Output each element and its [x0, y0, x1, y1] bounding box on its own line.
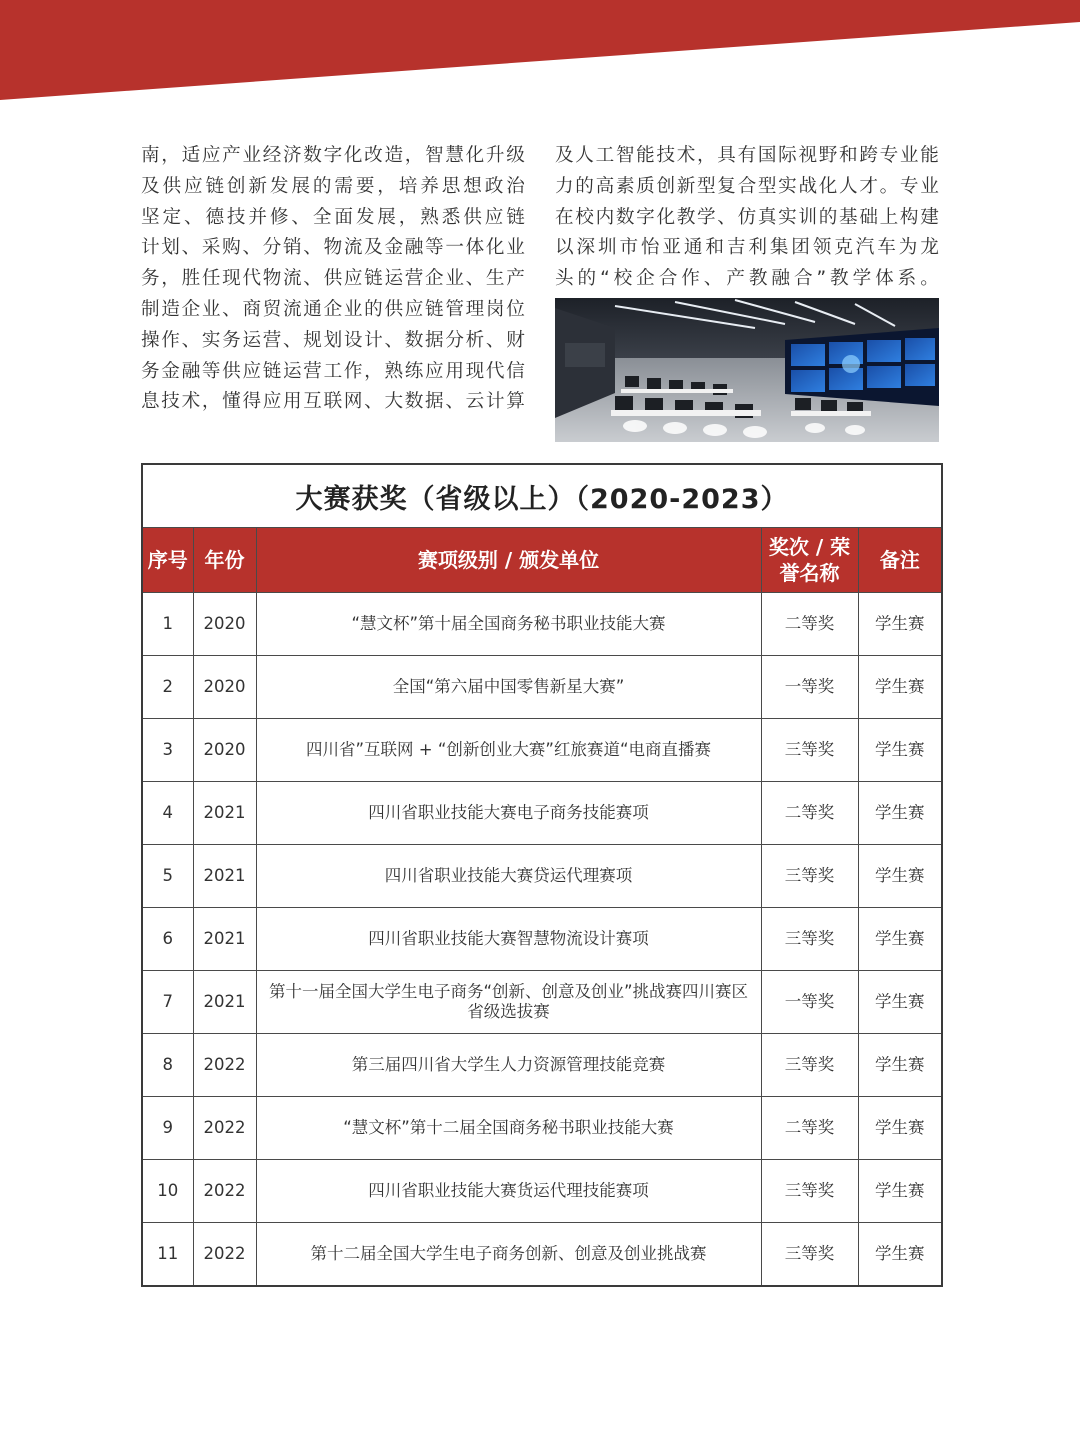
table-header-row	[142, 528, 942, 593]
header-event: 赛项级别 / 颁发单位	[256, 528, 761, 593]
cell-event: 全国“第六届中国零售新星大赛”	[256, 656, 761, 719]
cell-event: 四川省职业技能大赛贷运代理赛项	[256, 845, 761, 908]
training-lab-photo	[555, 298, 939, 442]
intro-line: 计划、采购、分销、物流及金融等一体化业	[141, 237, 525, 259]
cell-note: 学生赛	[858, 845, 942, 908]
cell-event: 四川省职业技能大赛电子商务技能赛项	[256, 782, 761, 845]
intro-text-right	[555, 141, 939, 295]
table-row	[142, 1034, 942, 1097]
intro-text-left	[141, 141, 525, 418]
intro-line: 制造企业、商贸流通企业的供应链管理岗位	[141, 298, 525, 320]
cell-note: 学生赛	[858, 971, 942, 1034]
cell-year: 2021	[193, 908, 256, 971]
awards-table	[141, 463, 943, 1287]
table-row	[142, 971, 942, 1034]
cell-award: 二等奖	[761, 1097, 858, 1160]
intro-line: 务，胜任现代物流、供应链运营企业、生产	[141, 268, 525, 290]
table-title: 大赛获奖（省级以上）（2020-2023）	[142, 464, 942, 528]
cell-event: 第十二届全国大学生电子商务创新、创意及创业挑战赛	[256, 1223, 761, 1287]
intro-line: 南，适应产业经济数字化改造，智慧化升级	[141, 145, 525, 166]
cell-note: 学生赛	[858, 1223, 942, 1287]
table-row	[142, 908, 942, 971]
cell-event: 四川省”互联网 + “创新创业大赛”红旅赛道“电商直播赛	[256, 719, 761, 782]
cell-year: 2021	[193, 971, 256, 1034]
table-row	[142, 656, 942, 719]
intro-line: 在校内数字化教学、仿真实训的基础上构建	[555, 206, 939, 228]
intro-line: 力的高素质创新型复合型实战化人才。专业	[555, 175, 939, 197]
cell-event: 第三届四川省大学生人力资源管理技能竞赛	[256, 1034, 761, 1097]
cell-no: 2	[142, 656, 193, 719]
cell-award: 一等奖	[761, 971, 858, 1034]
table-row	[142, 845, 942, 908]
intro-line: 坚定、德技并修、全面发展，熟悉供应链	[141, 206, 525, 228]
header-no: 序号	[142, 528, 193, 593]
table-row	[142, 719, 942, 782]
cell-no: 4	[142, 782, 193, 845]
intro-line: 务金融等供应链运营工作，熟练应用现代信	[141, 360, 525, 382]
cell-note: 学生赛	[858, 908, 942, 971]
cell-no: 9	[142, 1097, 193, 1160]
cell-no: 1	[142, 593, 193, 656]
header-award: 奖次 / 荣誉名称	[761, 528, 858, 593]
cell-event: “慧文杯”第十二届全国商务秘书职业技能大赛	[256, 1097, 761, 1160]
table-row	[142, 782, 942, 845]
cell-note: 学生赛	[858, 719, 942, 782]
cell-award: 二等奖	[761, 782, 858, 845]
cell-award: 一等奖	[761, 656, 858, 719]
cell-year: 2020	[193, 719, 256, 782]
cell-no: 8	[142, 1034, 193, 1097]
intro-line: 操作、实务运营、规划设计、数据分析、财	[141, 329, 525, 351]
intro-line: 及人工智能技术，具有国际视野和跨专业能	[555, 145, 939, 166]
cell-year: 2020	[193, 656, 256, 719]
table-row	[142, 1097, 942, 1160]
cell-note: 学生赛	[858, 593, 942, 656]
cell-award: 三等奖	[761, 1223, 858, 1287]
cell-award: 三等奖	[761, 1160, 858, 1223]
table-row	[142, 1223, 942, 1287]
cell-no: 11	[142, 1223, 193, 1287]
cell-note: 学生赛	[858, 1097, 942, 1160]
cell-award: 三等奖	[761, 908, 858, 971]
cell-award: 二等奖	[761, 593, 858, 656]
intro-line: 头的“校企合作、产教融合”教学体系。	[555, 268, 939, 290]
cell-year: 2022	[193, 1160, 256, 1223]
header-year: 年份	[193, 528, 256, 593]
table-row	[142, 1160, 942, 1223]
cell-no: 6	[142, 908, 193, 971]
cell-year: 2021	[193, 845, 256, 908]
header-note: 备注	[858, 528, 942, 593]
intro-line: 以深圳市怡亚通和吉利集团领克汽车为龙	[555, 237, 939, 259]
cell-year: 2022	[193, 1223, 256, 1287]
cell-award: 三等奖	[761, 845, 858, 908]
cell-note: 学生赛	[858, 782, 942, 845]
cell-note: 学生赛	[858, 656, 942, 719]
cell-year: 2022	[193, 1034, 256, 1097]
cell-year: 2021	[193, 782, 256, 845]
cell-no: 5	[142, 845, 193, 908]
cell-event: “慧文杯”第十届全国商务秘书职业技能大赛	[256, 593, 761, 656]
top-red-banner	[0, 0, 1080, 110]
cell-award: 三等奖	[761, 1034, 858, 1097]
cell-no: 3	[142, 719, 193, 782]
table-row	[142, 593, 942, 656]
cell-year: 2020	[193, 593, 256, 656]
cell-note: 学生赛	[858, 1160, 942, 1223]
cell-no: 10	[142, 1160, 193, 1223]
intro-line: 及供应链创新发展的需要，培养思想政治	[141, 175, 525, 197]
cell-award: 三等奖	[761, 719, 858, 782]
cell-no: 7	[142, 971, 193, 1034]
cell-event: 四川省职业技能大赛智慧物流设计赛项	[256, 908, 761, 971]
cell-note: 学生赛	[858, 1034, 942, 1097]
cell-event: 四川省职业技能大赛货运代理技能赛项	[256, 1160, 761, 1223]
cell-event: 第十一届全国大学生电子商务“创新、创意及创业”挑战赛四川赛区省级选拔赛	[256, 971, 761, 1034]
cell-year: 2022	[193, 1097, 256, 1160]
intro-line: 息技术，懂得应用互联网、大数据、云计算	[141, 391, 525, 413]
